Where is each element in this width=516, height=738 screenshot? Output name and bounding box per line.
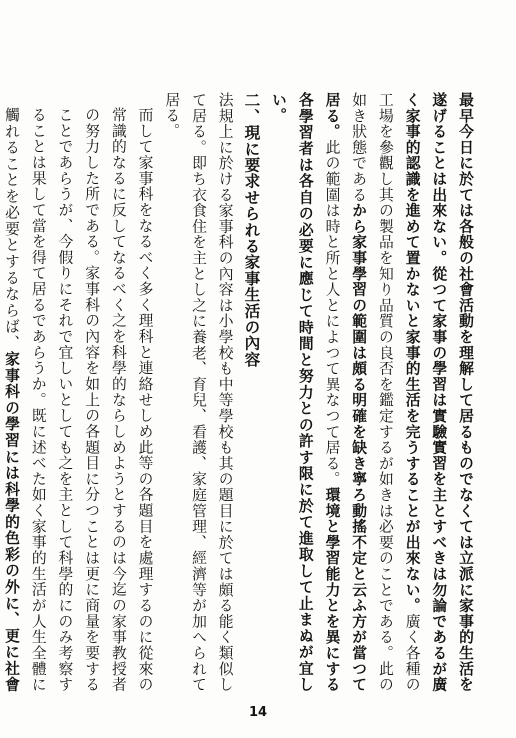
- plain-text: 家事科の內容を如上の各題目に分つことは更に商量を要することであらうが、今假りにそれで宜しいとしても之を主として科學的にのみ考察することは果して當を得て居るであらうか。既に述べた如く家事的生活が人生全體に觸れることを必要とするならば、: [3, 107, 101, 692]
- page-number: 14: [248, 705, 268, 720]
- bold-text: 最早今日に於ては各般の社會活動を理解して居るものでなくては立派に家事的生活を遂げることは出來ない。從つて家事の學習は實驗實習を主とすべきは勿論であるが廣く家事的認識を進めて置かないと家事的生活を完うすることが出來ない。: [403, 92, 474, 692]
- section-heading: 二、現に要求せられる家事生活の內容: [242, 92, 262, 368]
- body-text: [0, 92, 478, 692]
- paragraph-scientific: [0, 92, 158, 692]
- plain-text: 廣く各種の工場を參觀し其の製品を知り品質の良否を鑑定するが如きは必要のことである。此の如き狀態である: [350, 92, 421, 693]
- paragraph-activities: [264, 92, 478, 692]
- bold-text: 環境と學習能力とを異にする各學習者は各自の必要に應じて時間と努力との許す限に於て進取して止まぬが宜しい。: [270, 92, 341, 692]
- plain-text: 而して家事科をなるべく多く理科と連絡せしめ此等の各題目を處理するのに從來の常識的なるに反してなるべく之を科學的ならしめようとするのは今迄の家事教授者の努力した所である。: [83, 107, 154, 692]
- paragraph-legal-content: 法規上に於ける家事科の內容は小學校も中等學校も其の題目に於ては頗る能く類似して居る。即ち衣食住を主とし之に養老、育兒、看護、家庭管理、經濟等が加へられて居る。: [163, 92, 234, 692]
- bold-text: 家事科の學習には科學的色彩の外に、更に社會: [3, 351, 21, 693]
- bold-text: から家事學習の範圍は頗る明確を缺き寧ろ動搖不定と云ふ方が當つて居る。: [323, 92, 368, 692]
- plain-text: 此の範圍は時と所と人とによつて異なつて居る。: [323, 139, 341, 487]
